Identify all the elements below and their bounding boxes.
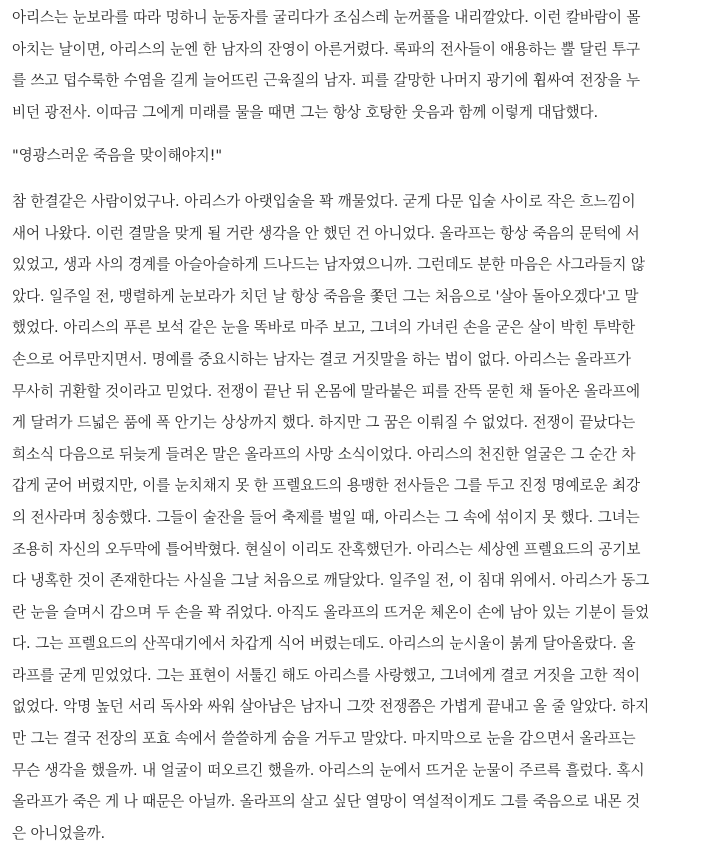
quote-line: "영광스러운 죽음을 맞이해야지!"	[12, 147, 223, 165]
text-line: 무슨 생각을 했을까. 내 얼굴이 떠오르긴 했을까. 아리스의 눈에서 뜨거운 눈물이 주르륵 흘렀다. 혹시	[12, 761, 645, 779]
text-line: 란 눈을 슬며시 감으며 두 손을 꽉 쥐었다. 아직도 올라프의 뜨거운 체온이 손에 남아 있는 기분이 들었	[12, 603, 650, 621]
text-line: 있었고, 생과 사의 경계를 아슬아슬하게 드나드는 남자였으니까. 그런데도 분한 마음은 사그라들지 않	[12, 256, 645, 274]
text-line: 갑게 굳어 버렸지만, 이를 눈치채지 못 한 프렐요드의 용맹한 전사들은 그를 두고 진정 명예로운 최강	[12, 477, 640, 495]
paragraph-main	[12, 186, 712, 849]
text-line: 라프를 굳게 믿었었다. 그는 표현이 서툴긴 해도 아리스를 사랑했고, 그녀에게 결코 거짓을 고한 적이	[12, 666, 640, 684]
text-line: 다 냉혹한 것이 존재한다는 사실을 그날 처음으로 깨달았다. 일주일 전, 이 침대 위에서. 아리스가 동그	[12, 572, 650, 590]
text-line: 참 한결같은 사람이었구나. 아리스가 아랫입술을 꽉 깨물었다. 굳게 다문 입술 사이로 작은 흐느낌이	[12, 192, 636, 210]
text-line: 없었다. 악명 높던 서리 독사와 싸워 살아남은 남자니 그깟 전쟁쯤은 가볍게 끝내고 올 줄 알았다. 하지	[12, 698, 650, 716]
text-line: 의 전사라며 칭송했다. 그들이 술잔을 들어 축제를 벌일 때, 아리스는 그 속에 섞이지 못 했다. 그녀는	[12, 508, 640, 526]
text-line: 했었다. 아리스의 푸른 보석 같은 눈을 똑바로 마주 보고, 그녀의 가녀린 손을 굳은 살이 박힌 투박한	[12, 319, 636, 337]
text-line: 새어 나왔다. 이런 결말을 맞게 될 거란 생각을 안 했던 건 아니었다. 올라프는 항상 죽음의 문턱에 서	[12, 224, 640, 242]
text-line: 손으로 어루만지면서. 명예를 중요시하는 남자는 결코 거짓말을 하는 법이 없다. 아리스는 올라프가	[12, 350, 631, 368]
text-line: 만 그는 결국 전장의 포효 속에서 쓸쓸하게 숨을 거두고 말았다. 마지막으로 눈을 감으면서 올라프는	[12, 730, 636, 748]
text-line: 무사히 귀환할 것이라고 믿었다. 전쟁이 끝난 뒤 온몸에 말라붙은 피를 잔뜩 묻힌 채 돌아온 올라프에	[12, 382, 640, 400]
paragraph-intro	[12, 0, 712, 128]
text-line: 은 아니었을까.	[12, 824, 106, 842]
paragraph-quote	[12, 140, 712, 172]
text-line: 아치는 날이면, 아리스의 눈엔 한 남자의 잔영이 아른거렸다. 록파의 전사들이 애용하는 뿔 달린 투구	[12, 40, 640, 58]
text-line: 아리스는 눈보라를 따라 멍하니 눈동자를 굴리다가 조심스레 눈꺼풀을 내리깔았다. 이런 칼바람이 몰	[12, 9, 641, 26]
text-line: 조용히 자신의 오두막에 틀어박혔다. 현실이 이리도 잔혹했던가. 아리스는 세상엔 프렐요드의 공기보	[12, 540, 641, 558]
text-line: 게 달려가 드넓은 품에 폭 안기는 상상까지 했다. 하지만 그 꿈은 이뤄질 수 없었다. 전쟁이 끝났다는	[12, 414, 636, 432]
text-line: 희소식 다음으로 뒤늦게 들려온 말은 올라프의 사망 소식이었다. 아리스의 천진한 얼굴은 그 순간 차	[12, 445, 636, 463]
text-line: 비던 광전사. 이따금 그에게 미래를 물을 때면 그는 항상 호탕한 웃음과 함께 이렇게 대답했다.	[12, 103, 598, 121]
text-line: 다. 그는 프렐요드의 산꼭대기에서 차갑게 식어 버렸는데도. 아리스의 눈시울이 붉게 달아올랐다. 올	[12, 635, 636, 653]
document-body	[12, 0, 712, 849]
text-line: 를 쓰고 덥수룩한 수염을 길게 늘어뜨린 근육질의 남자. 피를 갈망한 나머지 광기에 휩싸여 전장을 누	[12, 72, 640, 90]
text-line: 올라프가 죽은 게 나 때문은 아닐까. 올라프의 살고 싶단 열망이 역설적이게도 그를 죽음으로 내몬 것	[12, 793, 640, 811]
text-line: 았다. 일주일 전, 맹렬하게 눈보라가 치던 날 항상 죽음을 쫓던 그는 처음으로 '살아 돌아오겠다'고 말	[12, 287, 639, 305]
